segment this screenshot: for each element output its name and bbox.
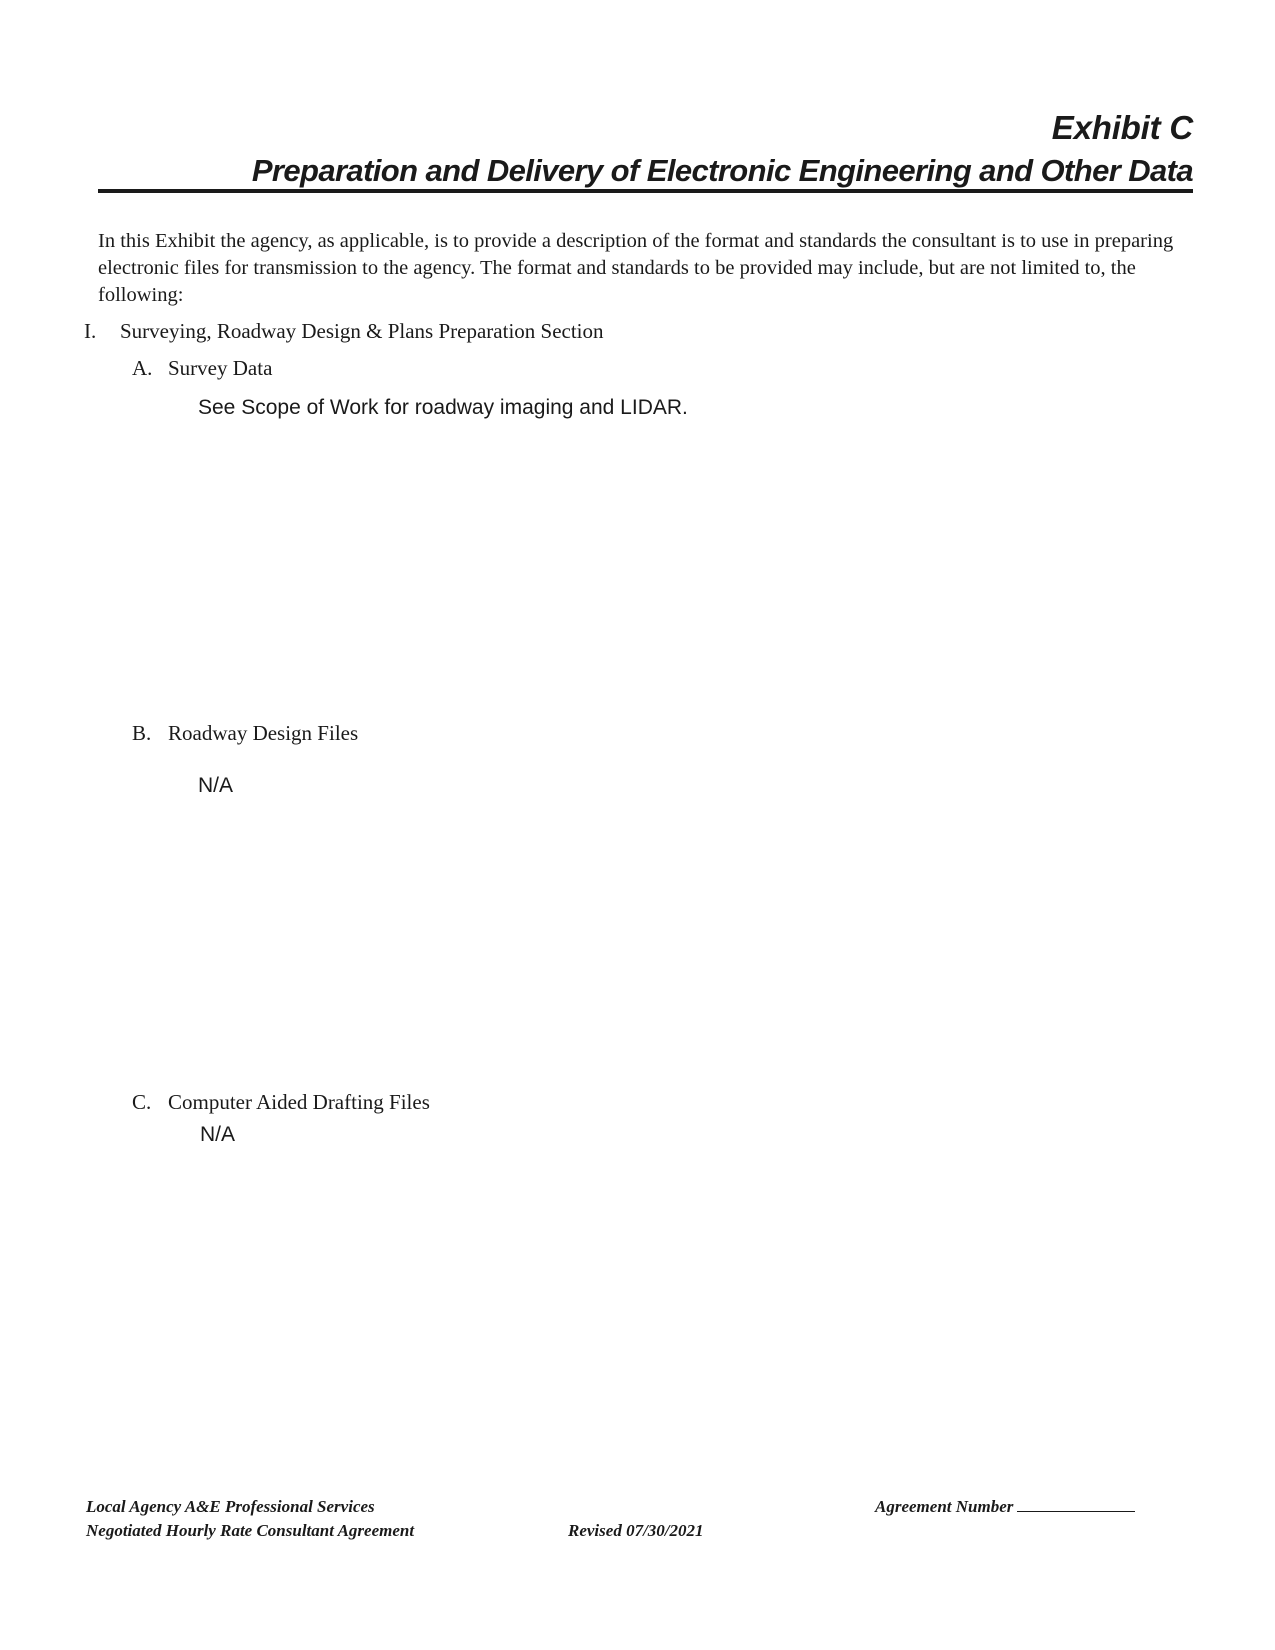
- footer-agreement-type: Negotiated Hourly Rate Consultant Agreement: [86, 1521, 415, 1540]
- subsection-letter: A.: [132, 356, 153, 380]
- exhibit-subtitle: Preparation and Delivery of Electronic Engineering and Other Data: [251, 153, 1193, 188]
- subsection-title: Computer Aided Drafting Files: [168, 1090, 430, 1114]
- subsection-letter: B.: [132, 721, 152, 745]
- subsection-letter: C.: [132, 1090, 152, 1114]
- section-heading: [84, 318, 604, 344]
- footer-revised-date: Revised 07/30/2021: [568, 1521, 704, 1540]
- subsection-title: Roadway Design Files: [168, 721, 359, 745]
- cad-files-answer: N/A: [200, 1123, 236, 1146]
- subsection-cad-files: [132, 1089, 430, 1115]
- footer-left: [86, 1495, 414, 1543]
- agreement-number-blank: [1017, 1497, 1135, 1512]
- footer-agreement-number: [875, 1495, 1135, 1519]
- header-divider: [98, 189, 1193, 193]
- intro-paragraph: In this Exhibit the agency, as applicable, is to provide a description of the format and standards the consultant is to use in preparing electronic files for transmission to the agency. The format and standards to be provided may include, but are not limited to, the following:: [98, 230, 1174, 306]
- subsection-roadway-design-files: [132, 720, 358, 746]
- footer-program-name: Local Agency A&E Professional Services: [86, 1497, 375, 1516]
- survey-data-answer: See Scope of Work for roadway imaging and LIDAR.: [198, 396, 688, 419]
- exhibit-header: [98, 108, 1193, 190]
- exhibit-title: Exhibit C: [1051, 109, 1193, 146]
- subsection-survey-data: [132, 355, 272, 381]
- section-title: Surveying, Roadway Design & Plans Preparation Section: [120, 319, 604, 343]
- agreement-number-label: Agreement Number: [875, 1497, 1014, 1516]
- roadway-design-files-answer: N/A: [198, 774, 234, 797]
- subsection-title: Survey Data: [168, 356, 273, 380]
- section-number: I.: [84, 319, 97, 343]
